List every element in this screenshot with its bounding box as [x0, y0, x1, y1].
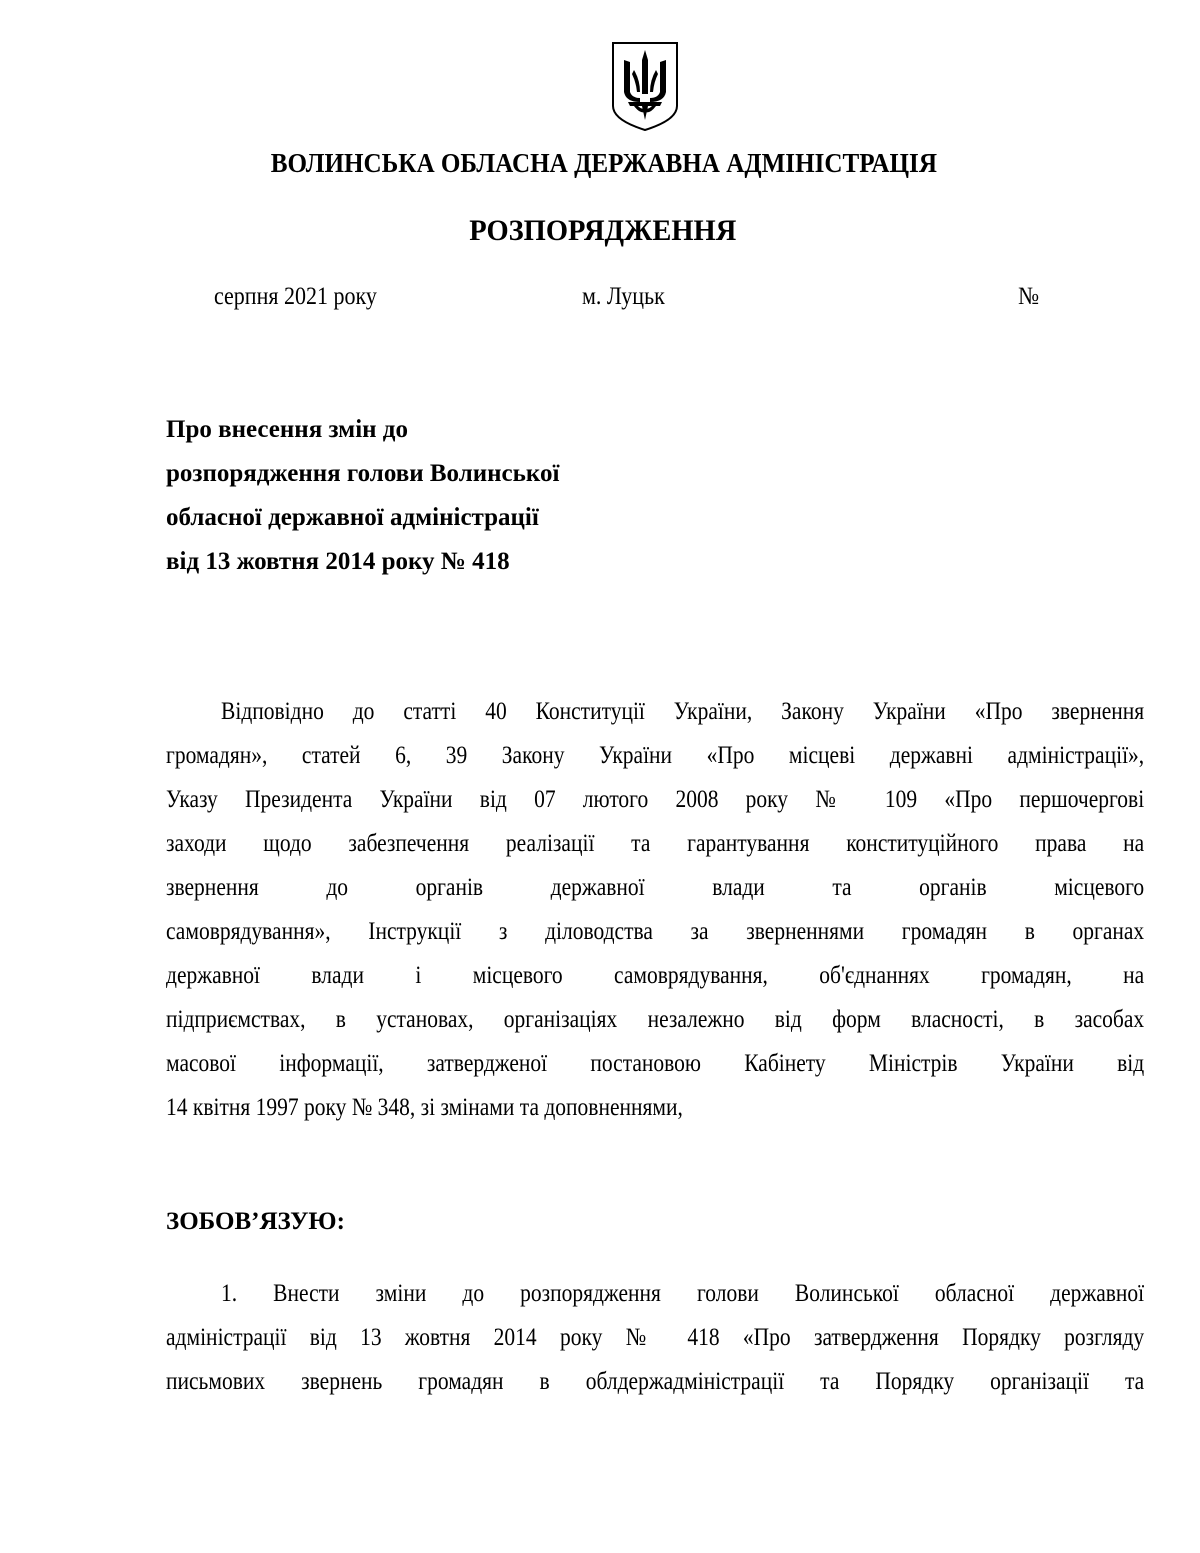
document-number-label: №	[1018, 283, 1039, 310]
line-text: масової інформації, затвердженої постановою Кабінету Міністрів України від	[166, 1050, 1145, 1077]
line-text: 1. Внести зміни до розпорядження голови Волинської обласної державної	[221, 1280, 1145, 1307]
line-text: заходи щодо забезпечення реалізації та гарантування конституційного права на	[166, 830, 1145, 857]
preamble-paragraph	[166, 690, 1144, 1130]
line-text: громадян», статей 6, 39 Закону України «Про місцеві державні адміністрації»,	[166, 742, 1145, 769]
line-text: Указу Президента України від 07 лютого 2008 року № 109 «Про першочергові	[166, 786, 1145, 813]
paragraph-line	[166, 1086, 1144, 1130]
line-text: 14 квітня 1997 року № 348, зі змінами та доповненнями,	[166, 1094, 683, 1121]
paragraph-line	[166, 998, 1144, 1042]
subject-line: Про внесення змін до	[166, 416, 408, 443]
coat-of-arms-icon	[610, 40, 680, 132]
line-text: письмових звернень громадян в облдержадміністрації та Порядку організації та	[166, 1368, 1145, 1395]
subject-line: від 13 жовтня 2014 року № 418	[166, 548, 510, 575]
document-subject	[166, 408, 559, 584]
line-text: Відповідно до статті 40 Конституції України, Закону України «Про звернення	[221, 698, 1145, 725]
paragraph-line	[166, 734, 1144, 778]
paragraph-line	[166, 690, 1144, 734]
paragraph-line	[166, 822, 1144, 866]
subject-line: обласної державної адміністрації	[166, 504, 539, 531]
subject-line: розпорядження голови Волинської	[166, 460, 560, 487]
paragraph-line	[166, 1272, 1144, 1316]
line-text: звернення до органів державної влади та органів місцевого	[166, 874, 1145, 901]
line-text: державної влади і місцевого самоврядування, об'єднаннях громадян, на	[166, 962, 1145, 989]
document-type-title: РОЗПОРЯДЖЕННЯ	[469, 214, 737, 247]
document-date: серпня 2021 року	[214, 283, 377, 310]
line-text: підприємствах, в установах, організаціях незалежно від форм власності, в засобах	[166, 1006, 1145, 1033]
paragraph-line	[166, 1316, 1144, 1360]
paragraph-line	[166, 778, 1144, 822]
paragraph-line	[166, 1360, 1144, 1404]
document-city: м. Луцьк	[582, 283, 665, 310]
decree-item-1	[166, 1272, 1144, 1404]
organization-title: ВОЛИНСЬКА ОБЛАСНА ДЕРЖАВНА АДМІНІСТРАЦІЯ	[270, 148, 937, 178]
paragraph-line	[166, 1042, 1144, 1086]
paragraph-line	[166, 910, 1144, 954]
line-text: самоврядування», Інструкції з діловодства за зверненнями громадян в органах	[166, 918, 1145, 945]
decree-heading: ЗОБОВ’ЯЗУЮ:	[166, 1208, 345, 1235]
line-text: адміністрації від 13 жовтня 2014 року № 418 «Про затвердження Порядку розгляду	[166, 1324, 1145, 1351]
paragraph-line	[166, 866, 1144, 910]
paragraph-line	[166, 954, 1144, 998]
